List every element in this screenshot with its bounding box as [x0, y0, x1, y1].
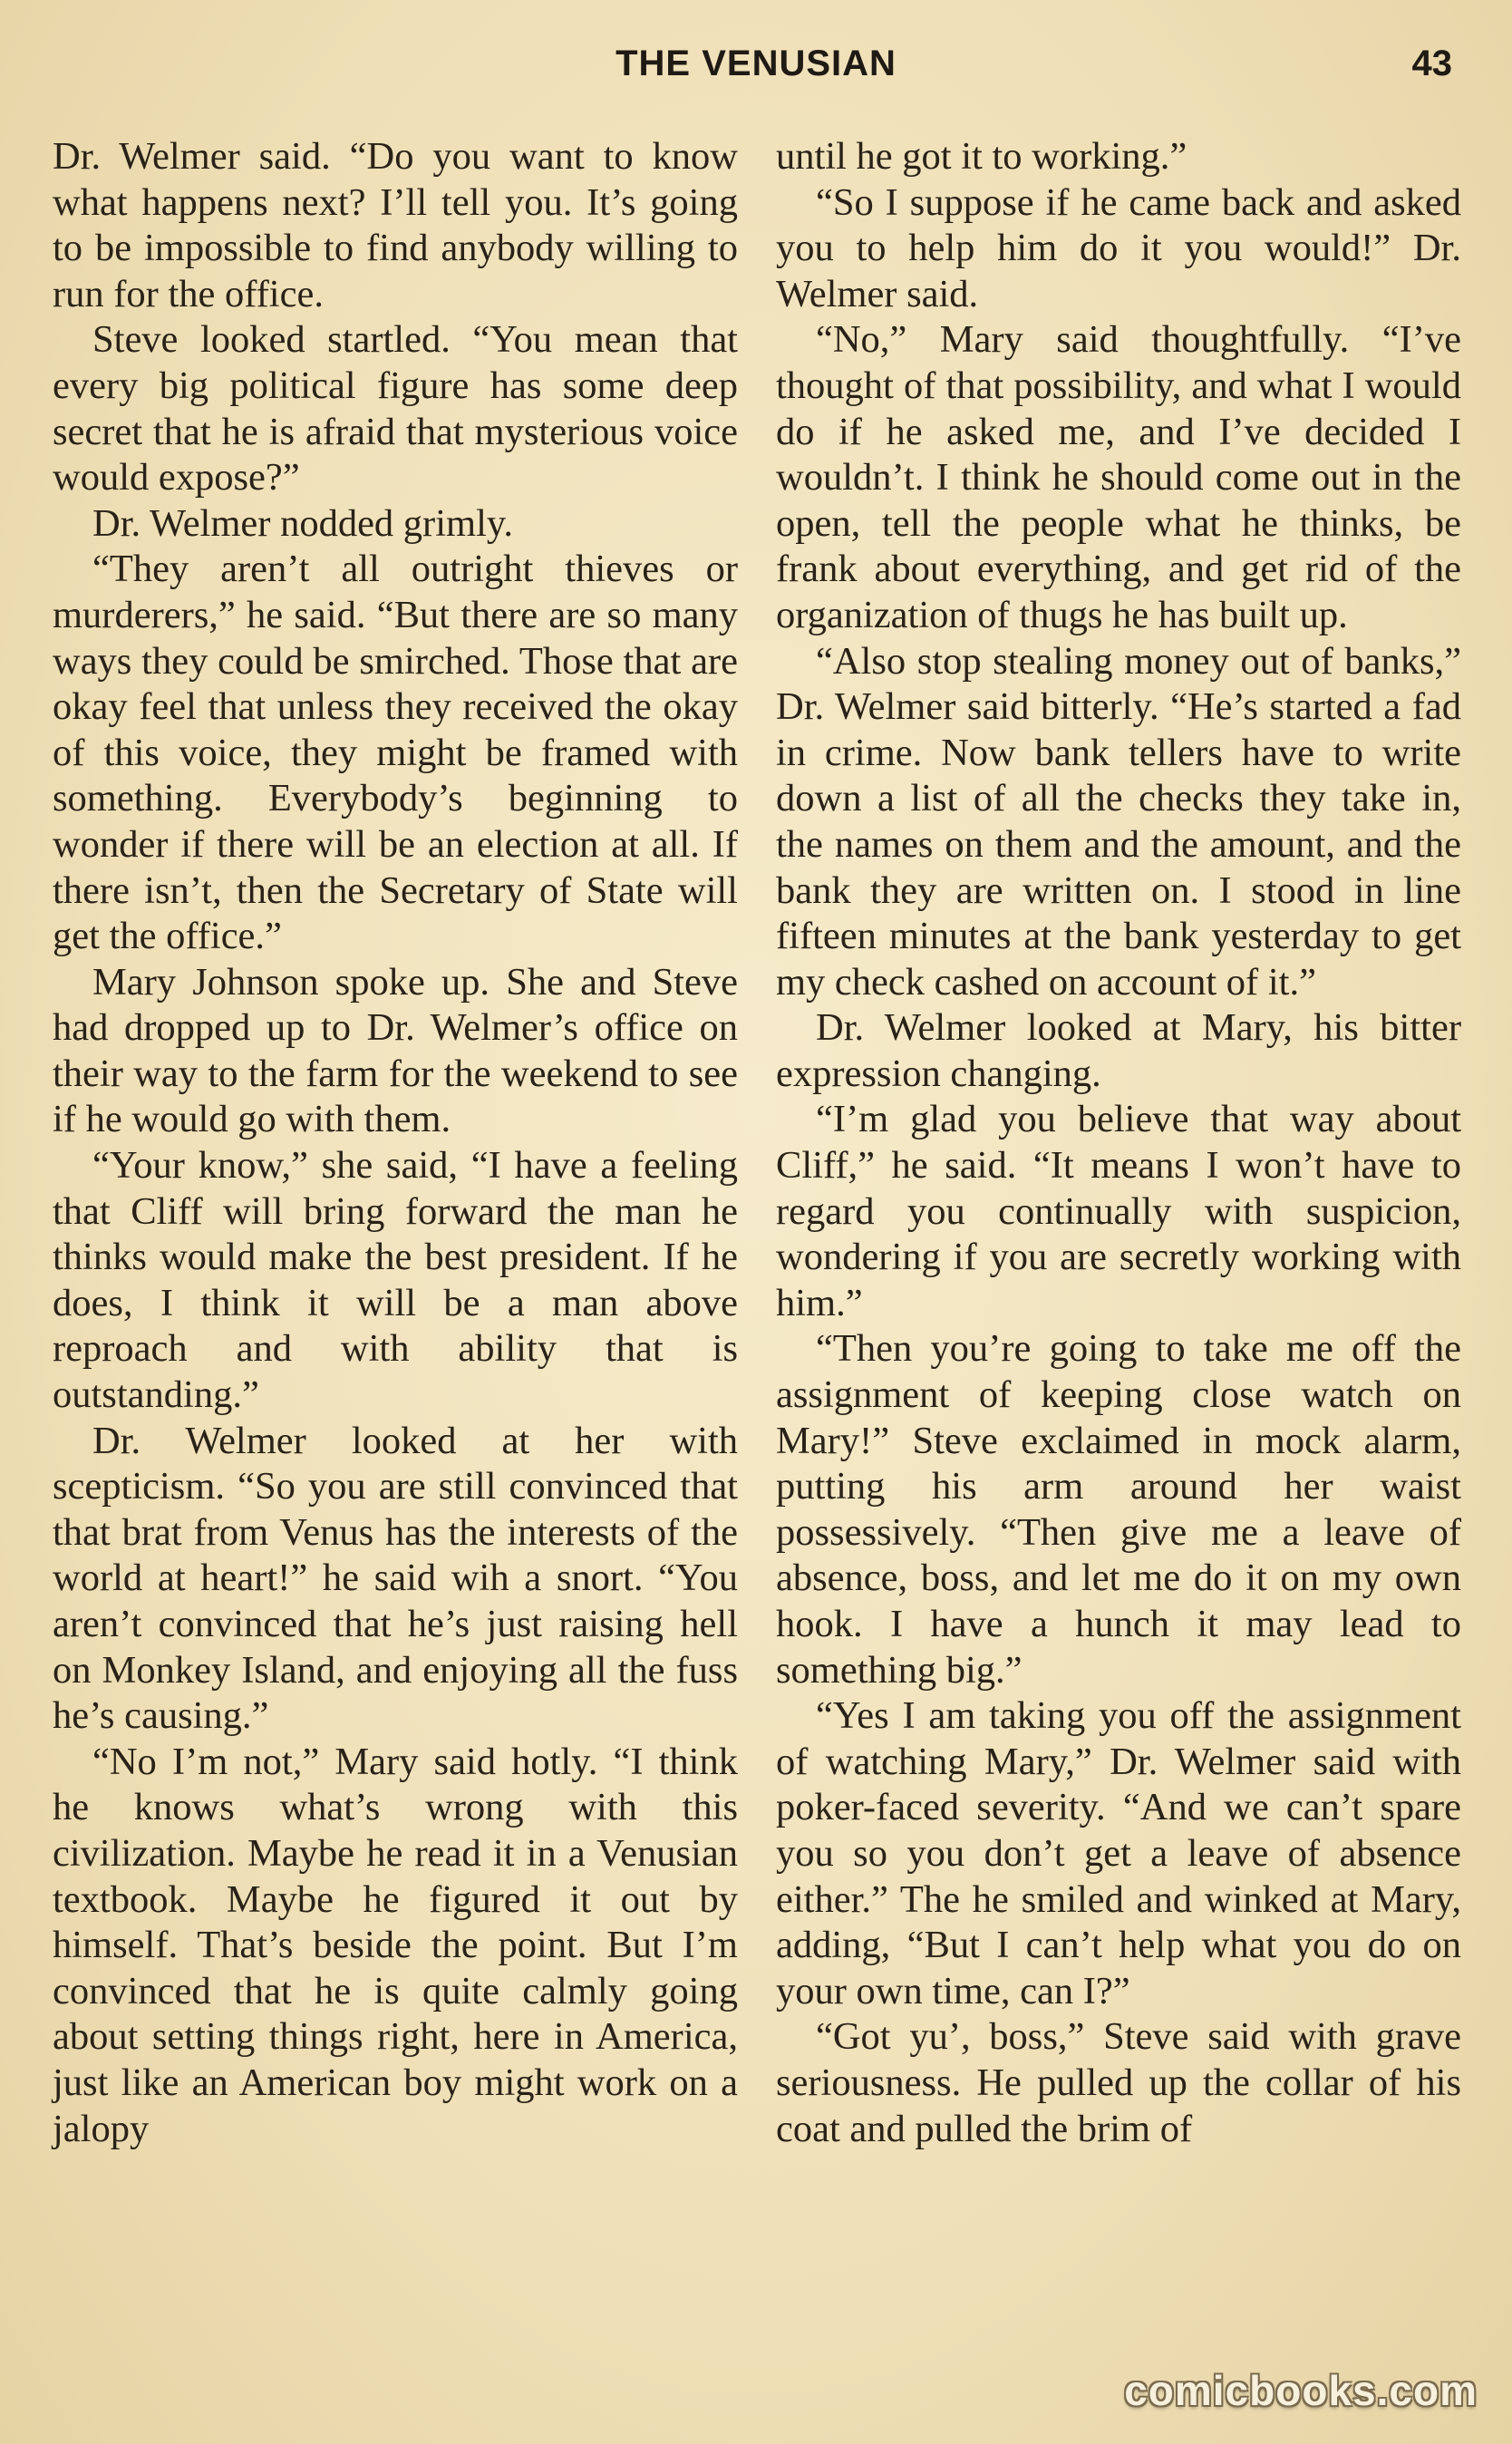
- paragraph: until he got it to working.”: [776, 135, 1187, 178]
- paragraph: “So I suppose if he came back and asked you to help him do it you would!” Dr. Welmer said.: [776, 180, 1461, 315]
- paragraph: “Yes I am taking you off the assignment of watching Mary,” Dr. Welmer said with poker-faced severity. “And we can’t spare you so you don’t get a leave of absence either.” The he smiled and winked at Mary, adding, “But I can’t help what you do on your own time, can I?”: [776, 1694, 1461, 2012]
- paragraph: Mary Johnson spoke up. She and Steve had dropped up to Dr. Welmer’s office on their way to the farm for the weekend to see if he would go with them.: [53, 960, 738, 1141]
- paragraph: “I’m glad you believe that way about Cliff,” he said. “It means I won’t have to regard you continually with suspicion, wondering if you are secretly working with him.”: [776, 1098, 1461, 1324]
- watermark-logo: comicbooks.com: [1124, 2367, 1478, 2414]
- running-head: [0, 44, 1512, 98]
- paragraph: Dr. Welmer looked at Mary, his bitter expression changing.: [776, 1006, 1461, 1095]
- paragraph: “No I’m not,” Mary said hotly. “I think he knows what’s wrong with this civilization. Maybe he read it in a Venusian textbook. Maybe he figured it out by himself. That’s beside the point. But I’m convinced that he is quite calmly going about setting things right, here in America, just like an American boy might work on a jalopy: [53, 1740, 738, 2150]
- paragraph: “Then you’re going to take me off the assignment of keeping close watch on Mary!” Steve exclaimed in mock alarm, putting his arm around her waist possessively. “Then give me a leave of absence, boss, and let me do it on my own hook. I have a hunch it may lead to something big.”: [776, 1327, 1461, 1692]
- page-number: 43: [1411, 44, 1452, 83]
- paragraph: “Also stop stealing money out of banks,” Dr. Welmer said bitterly. “He’s started a fad in crime. Now bank tellers have to write down a list of all the checks they take in, the names on them and the amount, and the bank they are written on. I stood in line fifteen minutes at the bank yesterday to get my check cashed on account of it.”: [776, 639, 1461, 1004]
- paragraph: “Got yu’, boss,” Steve said with grave seriousness. He pulled up the collar of his coat and pulled the brim of: [776, 2015, 1461, 2150]
- paragraph: Dr. Welmer said. “Do you want to know what happens next? I’ll tell you. It’s going to be impossible to find anybody willing to run for the office.: [53, 135, 738, 315]
- running-title: THE VENUSIAN: [615, 44, 897, 83]
- right-column: [776, 134, 1461, 2152]
- paragraph: “No,” Mary said thoughtfully. “I’ve thought of that possibility, and what I would do if he asked me, and I’ve decided I wouldn’t. I think he should come out in the open, tell the people what he thinks, be frank about everything, and get rid of the organization of thugs he has built up.: [776, 318, 1461, 636]
- paragraph: Dr. Welmer nodded grimly.: [92, 501, 513, 545]
- left-column: [53, 134, 738, 2152]
- paragraph: Steve looked startled. “You mean that every big political figure has some deep secret that he is afraid that mysterious voice would expose?”: [53, 318, 738, 499]
- paragraph: “Your know,” she said, “I have a feeling that Cliff will bring forward the man he thinks would make the best president. If he does, I think it will be a man above reproach and with ability that is outstanding.”: [53, 1144, 738, 1417]
- paragraph: Dr. Welmer looked at her with scepticism. “So you are still convinced that that brat from Venus has the interests of the world at heart!” he said wih a snort. “You aren’t convinced that he’s just raising hell on Monkey Island, and enjoying all the fuss he’s causing.”: [53, 1419, 738, 1738]
- paragraph: “They aren’t all outright thieves or murderers,” he said. “But there are so many ways they could be smirched. Those that are okay feel that unless they received the okay of this voice, they might be framed with something. Everybody’s beginning to wonder if there will be an election at all. If there isn’t, then the Secretary of State will get the office.”: [53, 548, 738, 958]
